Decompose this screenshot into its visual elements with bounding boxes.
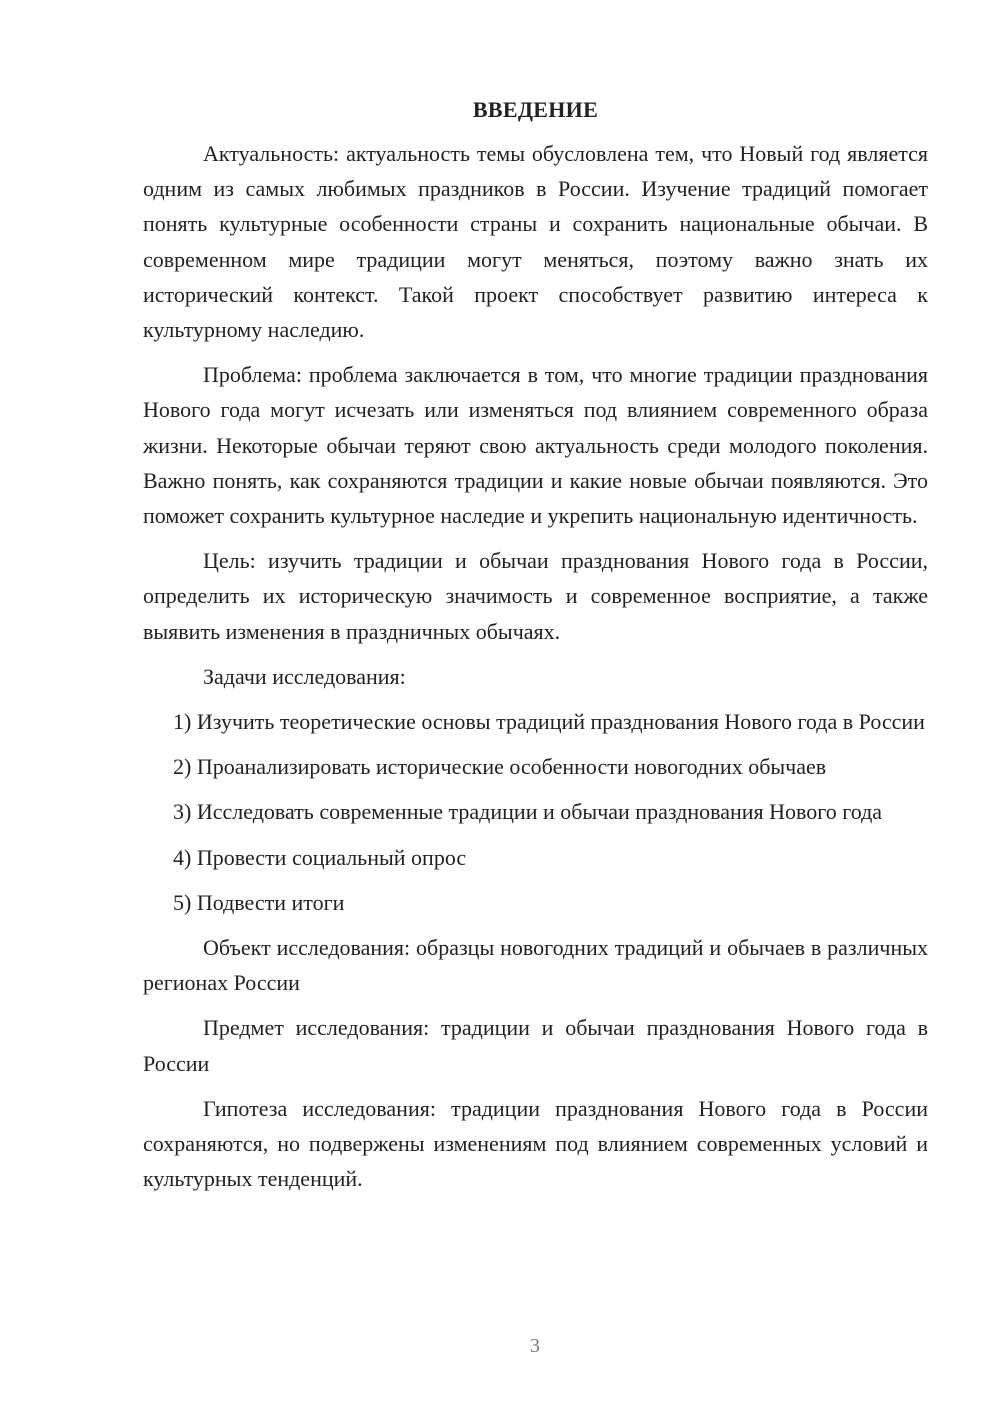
goal-paragraph: Цель: изучить традиции и обычаи празднования Нового года в России, определить их историческую значимость и современное восприятие, а также выявить изменения в праздничных обычаях. [143,548,928,644]
tasks-heading: Задачи исследования: [203,663,406,689]
task-item-1: 1) Изучить теоретические основы традиций празднования Нового года в России [173,709,925,735]
task-item-3: 3) Исследовать современные традиции и обычаи празднования Нового года [173,799,883,825]
task-item-5: 5) Подвести итоги [173,889,345,915]
page-title: ВВЕДЕНИЕ [472,97,599,122]
page-number: 3 [530,1335,540,1357]
task-item-2: 2) Проанализировать исторические особенности новогодних обычаев [173,754,827,780]
page-content [143,94,928,1206]
hypothesis-paragraph: Гипотеза исследования: традиции празднования Нового года в России сохраняются, но подвержены изменениям под влиянием современных условий и культурных тенденций. [143,1095,928,1192]
subject-paragraph: Предмет исследования: традиции и обычаи празднования Нового года в России [143,1015,928,1076]
relevance-paragraph: Актуальность: актуальность темы обусловлена тем, что Новый год является одним из самых любимых праздников в России. Изучение традиций помогает понять культурные особенности страны и сохранить национальные обычаи. В современном мире традиции могут меняться, поэтому важно знать их исторический контекст. Такой проект способствует развитию интереса к культурному наследию. [143,141,928,343]
task-item-4: 4) Провести социальный опрос [173,844,467,870]
problem-paragraph: Проблема: проблема заключается в том, что многие традиции празднования Нового года могут исчезать или изменяться под влиянием современного образа жизни. Некоторые обычаи теряют свою актуальность среди молодого поколения. Важно понять, как сохраняются традиции и какие новые обычаи появляются. Это поможет сохранить культурное наследие и укрепить национальную идентичность. [143,362,928,529]
object-paragraph: Объект исследования: образцы новогодних традиций и обычаев в различных регионах России [143,935,928,996]
